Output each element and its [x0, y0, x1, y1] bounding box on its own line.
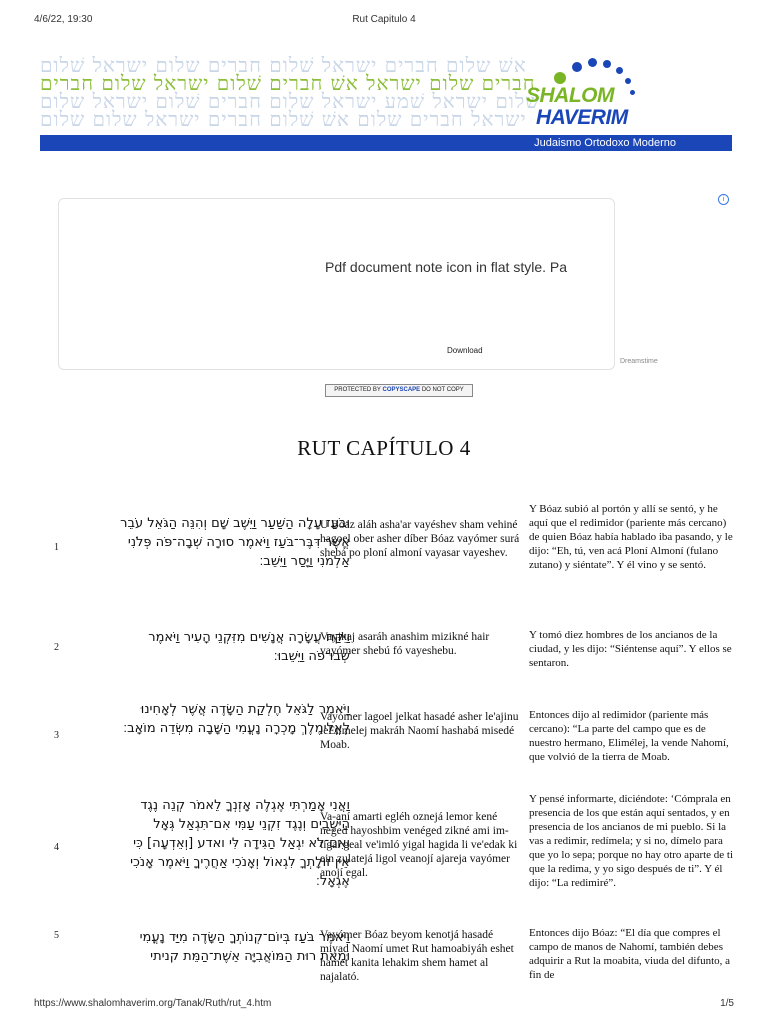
copyscape-badge[interactable]	[325, 384, 473, 397]
verse-number: 5	[54, 930, 59, 941]
copyscape-brand: COPYSCAPE	[382, 387, 421, 393]
verse-spanish: Entonces dijo Bóaz: “El día que compres el campo de manos de Nahomí, también debes adquirir a Rut la moabita, viuda del difunto, a fin de	[529, 927, 731, 981]
verse-spanish: Entonces dijo al redimidor (pariente más cercano): “La parte del campo que es de nuestro hermano, Elimélej, la vende Nahomí, que volvió de la tierra de Moab.	[529, 709, 729, 763]
verse-transliteration: U Bóaz aláh asha'ar vayéshev sham vehiné hagoel ober asher díber Bóaz vayómer surá shebá po ploní almoní vayasar vayeshev.	[320, 519, 520, 559]
verse-hebrew: וַיִּקַּח עֲשָׂרָה אֲנָשִׁים מִזִּקְנֵי הָעִיר וַיֹּאמֶר שְׁבוּ־פֹה וַיֵּשֵׁבוּ׃	[148, 630, 350, 664]
ad-text: Pdf document note icon in flat style. Pa	[325, 259, 568, 275]
ad-source: Dreamstime	[620, 358, 658, 365]
banner-bg-row: חברים שלום ישראל אשׁ חברים שׁלום ישראל שלום חברים	[40, 71, 536, 95]
banner-bg-row: שלום ישראל שׁמע ישראל שלום חברים שׁלום ישראל שלום	[40, 89, 541, 113]
verse-spanish: Y Bóaz subió al portón y allí se sentó, y he aquí que el redimidor (pariente más cercano) de quien Bóaz había hablado iba pasando, y le dijo: “Eh, tú, ven acá Ploní Almoní (fulano zutano) y siéntate”. Y él vino y se sentó.	[529, 503, 733, 571]
page-url[interactable]: https://www.shalomhaverim.org/Tanak/Ruth/rut_4.htm	[34, 998, 272, 1009]
verse-hebrew: וַיֹּאמֶר בֹּעַז בְּיוֹם־קְנוֹתְךָ הַשָּׂדֶה מִיַּד נָעֳמִי וּמֵאֵת רוּת הַמּוֹאֲבִיָּה אֵשֶׁת־הַמֵּת קניתי	[139, 930, 350, 964]
verse-number: 4	[54, 842, 59, 853]
logo-word-haverim: HAVERIM	[536, 106, 628, 129]
verse-hebrew: וַיֹּאמֶר לַגֹּאֵל חֶלְקַת הַשָּׂדֶה אֲשֶׁר לְאָחִינוּ לֶאֱלִימֶלֶךְ מָכְרָה נָעֳמִי הַשָּׁבָה מִשְּׂדֵה מוֹאָב׃	[123, 702, 350, 736]
verse-number: 2	[54, 642, 59, 653]
ad-download-button[interactable]: Download	[447, 346, 483, 355]
verse-transliteration: Vayómer Bóaz beyom kenotjá hasadé miyad Naomí umet Rut hamoabiyáh eshet hamet kanita lehakim shem hamet al najalató.	[320, 929, 514, 983]
verse-spanish: Y pensé informarte, diciéndote: ‘Cómprala en presencia de los que están aquí sentados, y en presencia de los ancianos de mi pueblo. Si la vas a redimir, redímela; y si no, dímelo para que yo lo sepa; porque no hay otro aparte de ti que la redima, y yo sigo después de ti”. Y él dijo: “La redimiré”.	[529, 793, 734, 889]
verse-transliteration: Va-aní amarti egléh oznejá lemor kené neged hayoshbim venéged zikné ami im-tigal geal ve'imló yigal hagida li ve'edak ki ein zulatejá ligol veanojí ajareja vayómer anojí egal.	[320, 811, 518, 879]
print-header	[34, 14, 734, 30]
verse-hebrew: וּבֹעַז עָלָה הַשַּׁעַר וַיֵּשֶׁב שָׁם וְהִנֵּה הַגֹּאֵל עֹבֵר אֲשֶׁר דִּבֶּר־בֹּעַז וַיֹּאמֶר סוּרָה שְׁבָה־פֹּה פְּלֹנִי אַלְמֹנִי וַיָּסַר וַיֵּשֵׁב׃	[120, 516, 350, 569]
logo-dot	[625, 78, 631, 84]
verse-hebrew: וַאֲנִי אָמַרְתִּי אֶגְלֶה אָזְנְךָ לֵאמֹר קְנֵה נֶגֶד הַיֹּשְׁבִים וְנֶגֶד זִקְנֵי עַמִּי אִם־תִּגְאַל גְּאָל וְאִם־לֹא יִגְאַל הַגִּידָה לִּי ואדע [וְאֵדְעָה] כִּי אֵין זוּלָתְךָ לִגְאוֹל וְאָנֹכִי אַחֲרֶיךָ וַיֹּאמֶר אָנֹכִי אֶגְאָל׃	[130, 798, 350, 889]
copyscape-suffix: DO NOT COPY	[421, 387, 464, 393]
page-number: 1/5	[720, 998, 734, 1009]
print-title: Rut Capitulo 4	[352, 14, 416, 25]
logo-dot	[603, 60, 611, 68]
print-date: 4/6/22, 19:30	[34, 14, 93, 25]
banner-tagline: Judaismo Ortodoxo Moderno	[534, 137, 676, 149]
shalom-haverim-logo[interactable]	[520, 58, 660, 136]
logo-dot	[588, 58, 597, 67]
logo-dot	[572, 62, 582, 72]
banner-bg-row: ישראל חברים שלום אשׁ שׁלום חברים ישראל שלום שלום	[40, 107, 527, 131]
logo-dot	[554, 72, 566, 84]
advertisement[interactable]	[58, 198, 615, 370]
chapter-title: RUT CAPÍTULO 4	[297, 436, 471, 460]
banner-bg-row: אשׁ שלום חברים ישראל שׁלום חברים שלום ישראל שׁלום	[40, 56, 527, 77]
verse-spanish: Y tomó diez hombres de los ancianos de la ciudad, y les dijo: “Siéntense aquí”. Y ellos se sentaron.	[529, 629, 732, 669]
site-banner[interactable]	[40, 56, 732, 151]
logo-dot	[630, 90, 635, 95]
info-icon[interactable]: i	[718, 194, 729, 205]
logo-dot	[616, 67, 623, 74]
logo-word-shalom: SHALOM	[526, 84, 614, 107]
copyscape-prefix: PROTECTED BY	[334, 387, 381, 393]
verse-transliteration: Vayómer lagoel jelkat hasadé asher le'ajinu leElimelej makráh Naomí hashabá misedé Moab.	[320, 711, 519, 751]
verse-number: 1	[54, 542, 59, 553]
verse-number: 3	[54, 730, 59, 741]
print-footer	[34, 998, 734, 1012]
verse-transliteration: Vayikaj asaráh anashim mizikné hair vayómer shebú fó vayeshebu.	[320, 631, 490, 657]
